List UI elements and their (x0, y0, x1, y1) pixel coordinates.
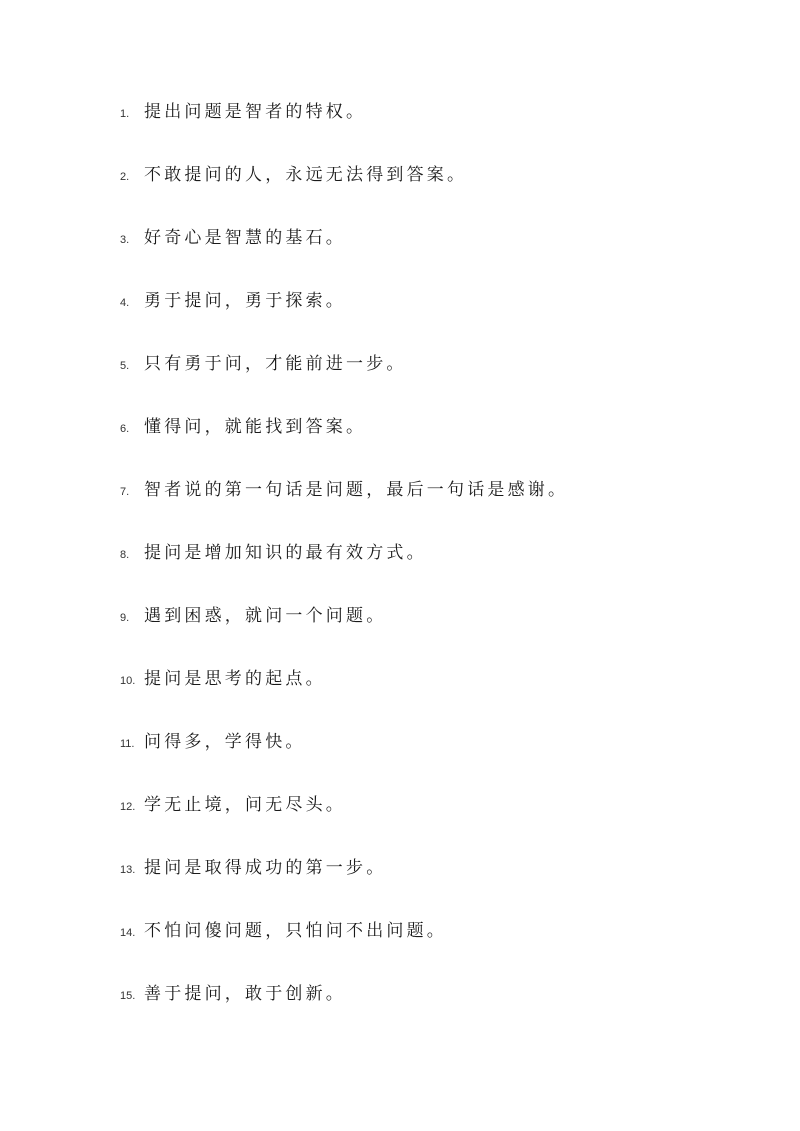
list-item (120, 664, 568, 727)
list-item (120, 349, 568, 412)
item-number: 15. (120, 990, 136, 1002)
list-item (120, 979, 568, 1042)
list-item (120, 538, 568, 601)
item-text: 善于提问，敢于创新。 (144, 984, 346, 1004)
item-text: 提问是思考的起点。 (144, 669, 326, 689)
list-item (120, 97, 568, 160)
list-item (120, 286, 568, 349)
list-item (120, 475, 568, 538)
item-number: 13. (120, 864, 136, 876)
list-item (120, 160, 568, 223)
item-text: 问得多，学得快。 (144, 732, 306, 752)
quote-list (120, 97, 568, 1042)
list-item (120, 790, 568, 853)
item-text: 提问是增加知识的最有效方式。 (144, 543, 427, 563)
list-item (120, 727, 568, 790)
item-number: 9. (120, 612, 130, 624)
item-number: 10. (120, 675, 136, 687)
item-text: 不敢提问的人，永远无法得到答案。 (144, 165, 468, 185)
list-item (120, 412, 568, 475)
item-text: 勇于提问，勇于探索。 (144, 291, 346, 311)
item-number: 12. (120, 801, 136, 813)
item-text: 好奇心是智慧的基石。 (144, 228, 346, 248)
list-item (120, 223, 568, 286)
item-number: 1. (120, 108, 130, 120)
item-number: 8. (120, 549, 130, 561)
list-item (120, 916, 568, 979)
item-text: 遇到困惑，就问一个问题。 (144, 606, 387, 626)
item-number: 5. (120, 360, 130, 372)
item-number: 6. (120, 423, 130, 435)
list-item (120, 853, 568, 916)
item-text: 学无止境，问无尽头。 (144, 795, 346, 815)
item-number: 7. (120, 486, 130, 498)
item-text: 不怕问傻问题，只怕问不出问题。 (144, 921, 447, 941)
item-number: 4. (120, 297, 130, 309)
item-text: 只有勇于问，才能前进一步。 (144, 354, 407, 374)
item-number: 14. (120, 927, 136, 939)
item-text: 懂得问，就能找到答案。 (144, 417, 367, 437)
item-text: 提问是取得成功的第一步。 (144, 858, 387, 878)
item-number: 3. (120, 234, 130, 246)
item-text: 提出问题是智者的特权。 (144, 102, 367, 122)
item-number: 2. (120, 171, 130, 183)
item-number: 11. (120, 738, 135, 750)
item-text: 智者说的第一句话是问题，最后一句话是感谢。 (144, 480, 569, 500)
list-item (120, 601, 568, 664)
